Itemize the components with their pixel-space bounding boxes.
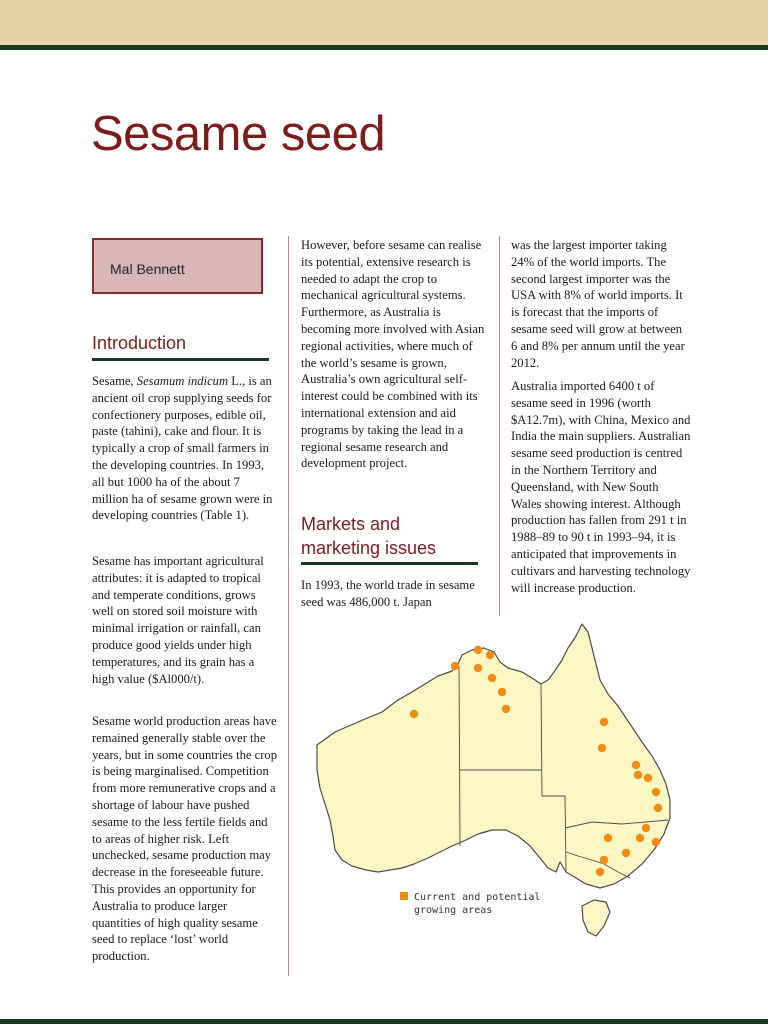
growing-area-dot [486,651,494,659]
growing-area-dot [644,774,652,782]
map-legend [400,891,570,917]
growing-area-dot [636,834,644,842]
author-box [92,238,263,294]
legend-label: Current and potential growing areas [414,892,541,916]
header-rule [0,45,768,50]
page-title: Sesame seed [91,107,386,161]
introduction-heading: Introduction [92,333,187,353]
introduction-rule [92,358,269,361]
growing-area-dot [498,688,506,696]
markets-paragraph-1: In 1993, the world trade in sesame seed was 486,000 t. Japan [301,578,475,609]
intro-paragraph-3: Sesame world production areas have remained generally stable over the years, but in some countries the crop is being marginalised. Competition from more remunerative crops and a shortage of labour have pushed sesame to the less fertile fields and to areas of higher risk. Left unchecked, sesame production may decrease in the foreseeable future. This provides an opportunity for Australia to produce larger quantities of high quality sesame seed to replace ‘lost’ world production. [92,714,278,964]
growing-area-dot [488,674,496,682]
column3-paragraph-2: Australia imported 6400 t of sesame seed in 1996 (worth $A12.7m), with China, Mexico and India the main suppliers. Australian sesame seed production is centred in the Northern Territory and Queensland, with New South Wales showing interest. Although production has fallen from 291 t in 1988–89 to 90 t in 1993–94, it is anticipated that improvements in cultivars and harvesting technology will increase production. [511,379,691,595]
growing-area-dot [634,771,642,779]
growing-area-dot [474,646,482,654]
footer-rule [0,1019,768,1024]
growing-area-dot [600,718,608,726]
column3-paragraph-1: was the largest importer taking 24% of the world imports. The second largest importer was the USA with 8% of world imports. It is forecast that the imports of sesame seed will grow at between 6 and 8% per annum until the year 2012. [511,238,685,370]
growing-area-dot [410,710,418,718]
column2-paragraph-1: However, before sesame can realise its potential, extensive research is needed to adapt the crop to mechanical agricultural systems. Furthermore, as Australia is becoming more involved with Asian regional activities, where much of the world’s sesame is grown, Australia’s own agricultural self-interest could be combined with its international extension and aid programs by taking the lead in a regional sesame research and development project. [301,238,485,471]
markets-heading: Markets and marketing issues [301,514,437,558]
column-divider-2 [499,236,500,616]
growing-area-dot [652,788,660,796]
mainland-outline [317,624,670,888]
intro-paragraph-1: Sesame, Sesamum indicum L., is an ancient oil crop supplying seeds for confectionery purposes, edible oil, paste (tahini), cake and flour. It is typically a crop of small farmers in the developing countries. In 1993, all but 1000 ha of the about 7 million ha of sesame grown were in developing countries (Table 1). [92,374,273,523]
growing-area-dot [632,761,640,769]
legend-swatch [400,892,408,900]
growing-area-dot [654,804,662,812]
growing-area-dot [642,824,650,832]
growing-area-dot [502,705,510,713]
growing-area-dot [652,838,660,846]
growing-area-dot [596,868,604,876]
growing-area-dot [598,744,606,752]
tasmania-outline [582,900,610,936]
growing-area-dot [474,664,482,672]
growing-area-dot [604,834,612,842]
intro-paragraph-2: Sesame has important agricultural attributes: it is adapted to tropical and temperate conditions, grows well on stored soil moisture with minimal irrigation or rainfall, can produce good yields under high temperatures, and its grain has a high value ($Al000/t). [92,554,264,686]
column-divider-1 [288,236,289,976]
growing-area-dot [600,856,608,864]
author-name: Mal Bennett [110,261,185,277]
growing-area-dot [451,662,459,670]
markets-rule [301,562,478,565]
growing-area-dot [622,849,630,857]
header-band [0,0,768,45]
